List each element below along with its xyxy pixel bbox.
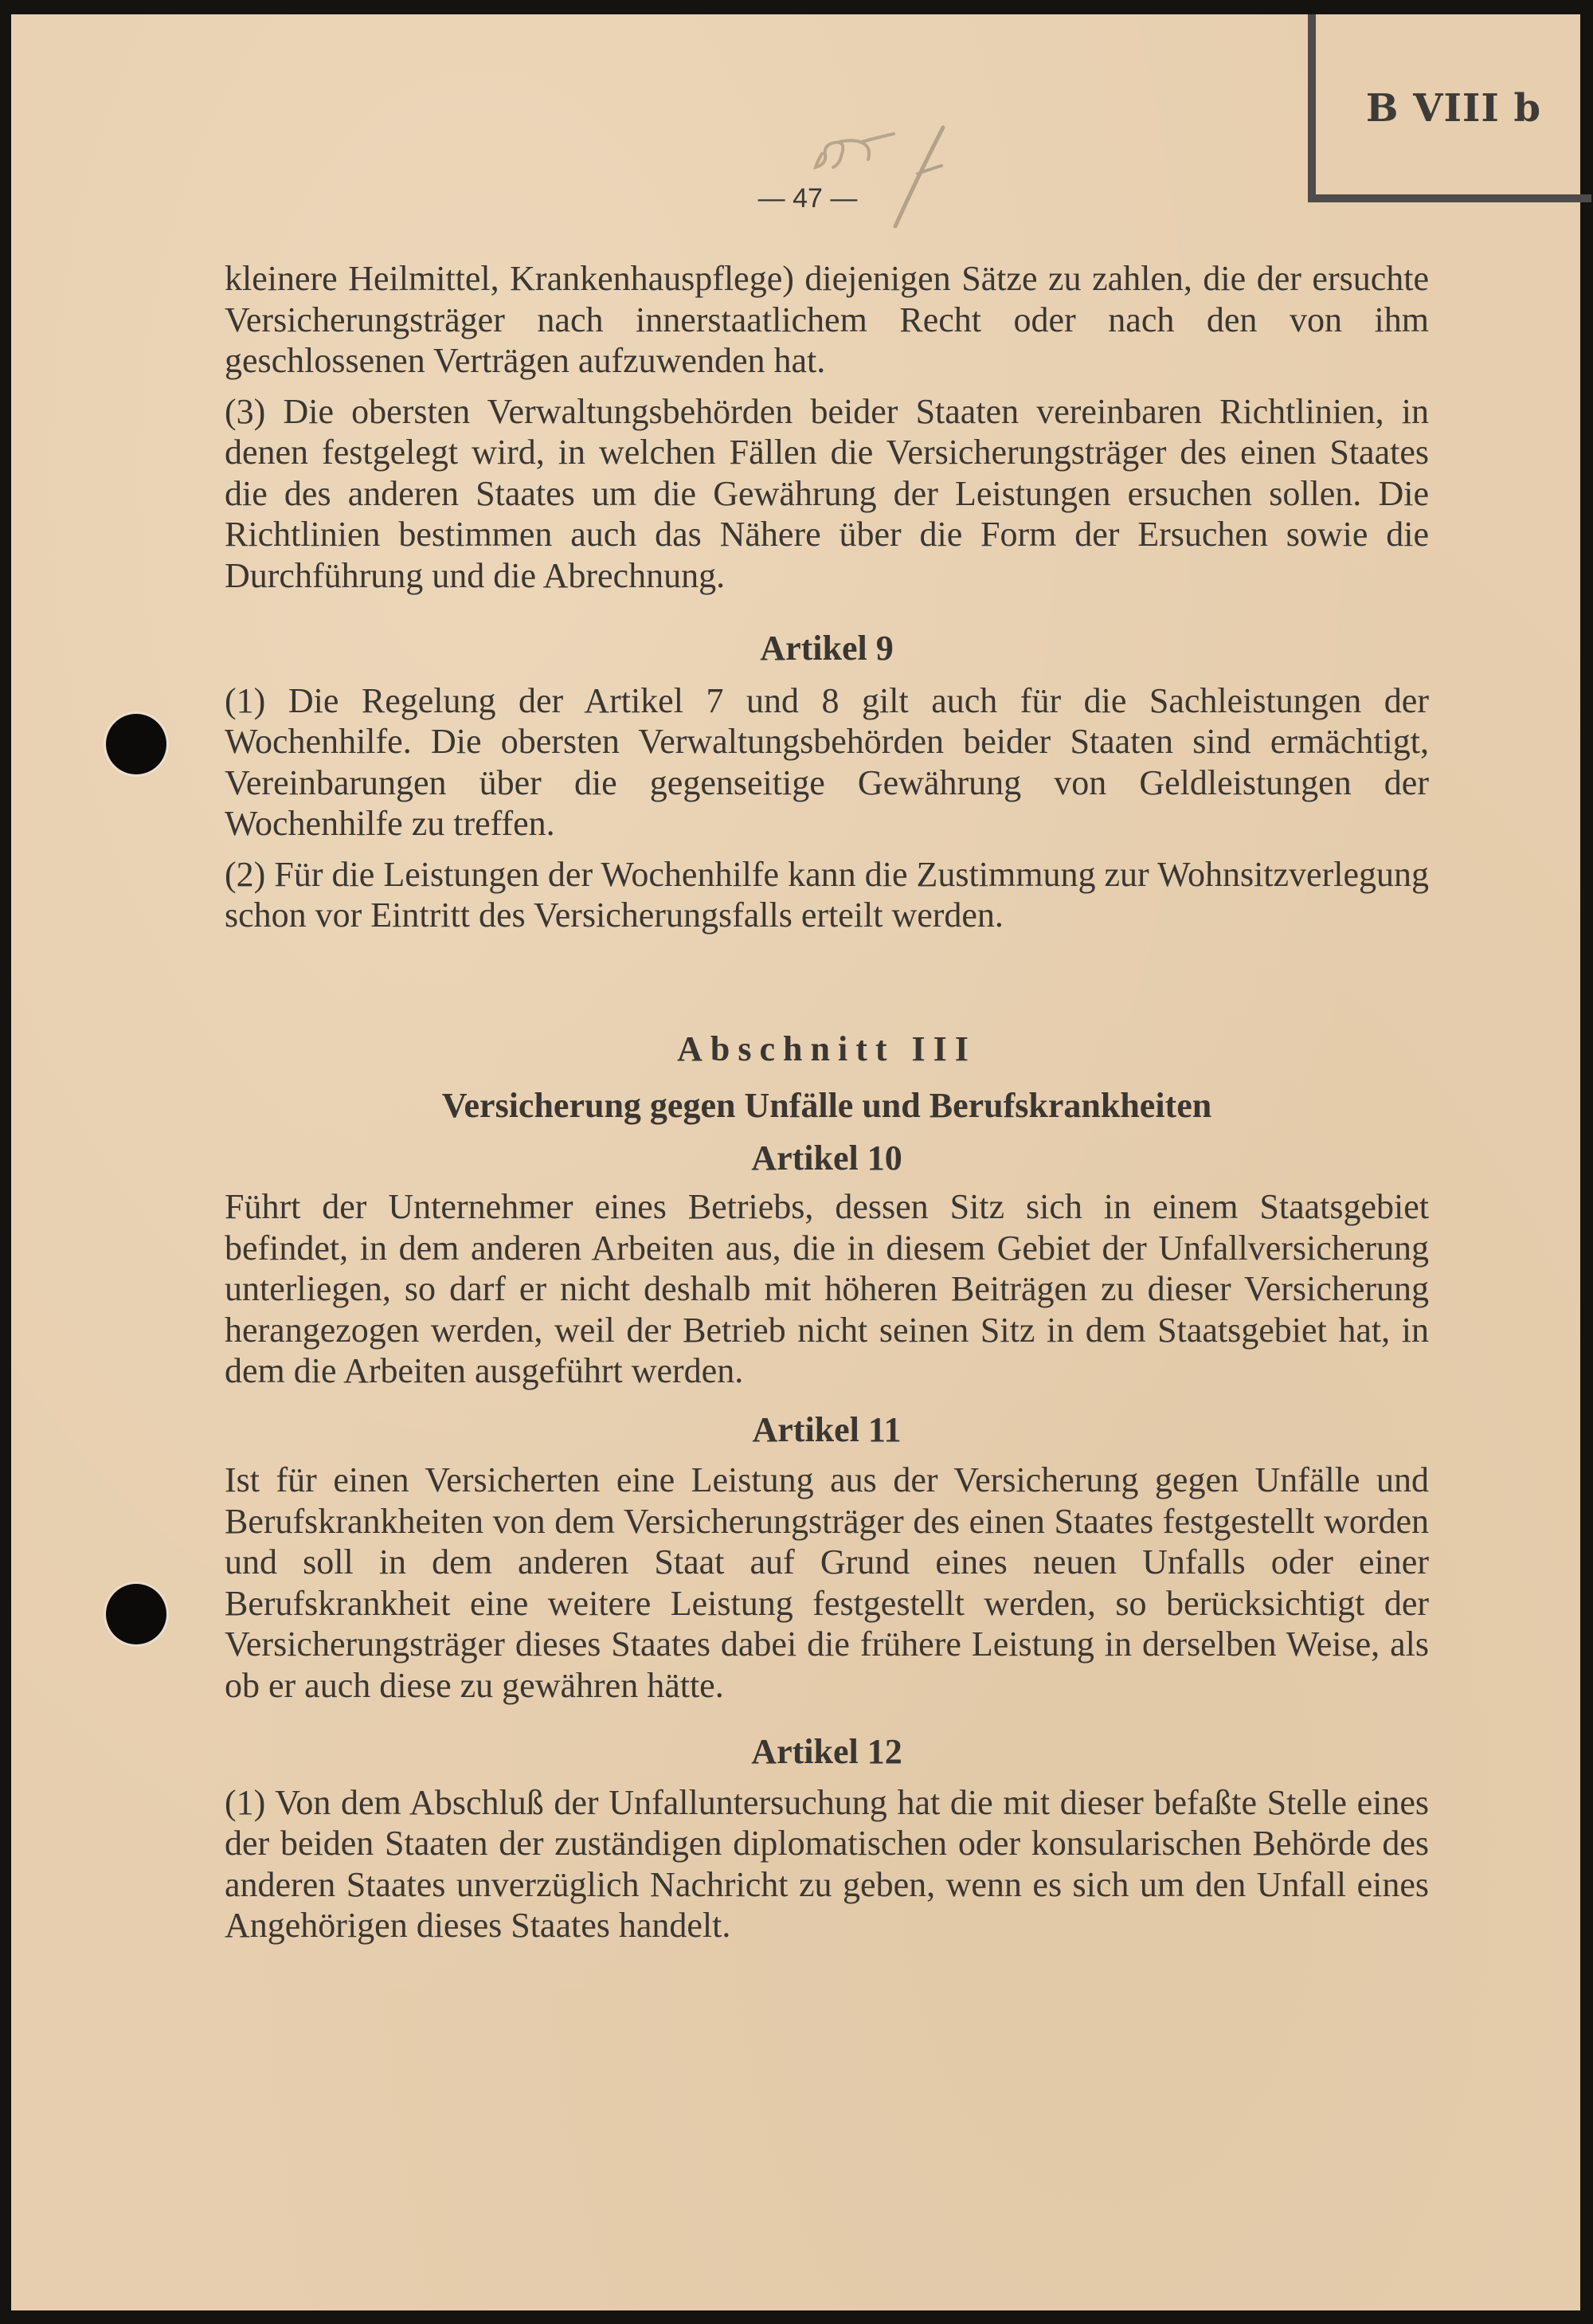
classification-tab-label: B VIII b [1365, 86, 1542, 131]
article-9-paragraph-1: (1) Die Regelung der Artikel 7 und 8 gilt auch für die Sachleistungen der Wochenhilfe. Die obersten Verwaltungsbehörden beider Staaten sind ermächtigt, Vereinbarungen über die gegenseitige Gewährung von Geldleistungen der Wochenhilfe zu treffen. [225, 680, 1429, 843]
article-10-paragraph: Führt der Unternehmer eines Betriebs, dessen Sitz sich in einem Staatsgebiet befindet, in dem anderen Arbeiten aus, die in diesem Gebiet der Unfallversicherung unterliegen, so darf er nicht deshalb mit höheren Beiträgen zu dieser Versicherung herangezogen werden, weil der Betrieb nicht seinen Sitz in dem Staatsgebiet hat, in dem die Arbeiten ausgeführt werden. [225, 1187, 1429, 1390]
document-body [225, 258, 1429, 1956]
section-title: Versicherung gegen Unfälle und Berufskrankheiten [441, 1086, 1212, 1125]
article-12-heading: Artikel 12 [751, 1732, 902, 1771]
article-11-paragraph: Ist für einen Versicherten eine Leistung aus der Versicherung gegen Unfälle und Berufskrankheiten von dem Versicherungsträger des einen Staates festgestellt worden und soll in dem anderen Staat auf Grund eines neuen Unfalls oder einer Berufskrankheit eine weitere Leistung festgestellt werden, so berücksichtigt der Versicherungsträger dieses Staates dabei die frühere Leistung in derselben Weise, als ob er auch diese zu gewähren hätte. [225, 1460, 1429, 1705]
article-9-paragraph-2: (2) Für die Leistungen der Wochenhilfe kann die Zustimmung zur Wohnsitzverlegung schon vor Eintritt des Versicherungsfalls erteilt werden. [225, 854, 1429, 935]
classification-tab-frame [1308, 14, 1591, 202]
punch-hole [106, 1584, 166, 1644]
continuation-paragraph: kleinere Heilmittel, Krankenhauspflege) diejenigen Sätze zu zahlen, die der ersuchte Versicherungsträger nach innerstaatlichem Recht oder nach den von ihm geschlossenen Verträgen aufzuwenden hat. [225, 259, 1429, 380]
paragraph-3: (3) Die obersten Verwaltungsbehörden beider Staaten vereinbaren Richtlinien, in denen festgelegt wird, in welchen Fällen die Versicherungsträger des einen Staates die des anderen Staates um die Gewährung der Leistungen ersuchen sollen. Die Richtlinien bestimmen auch das Nähere über die Form der Ersuchen sowie die Durchführung und die Abrechnung. [225, 391, 1429, 595]
document-page [11, 14, 1580, 2310]
section-label: Abschnitt III [677, 1029, 977, 1068]
article-10-heading: Artikel 10 [751, 1138, 902, 1178]
page-number: — 47 — [757, 183, 858, 214]
article-12-paragraph-1: (1) Von dem Abschluß der Unfalluntersuchung hat die mit dieser befaßte Stelle eines der beiden Staaten der zuständigen diplomatischen oder konsularischen Behörde des anderen Staates unverzüglich Nachricht zu geben, wenn es sich um den Unfall eines Angehörigen dieses Staates handelt. [225, 1782, 1429, 1945]
article-11-heading: Artikel 11 [752, 1409, 902, 1449]
punch-hole [106, 714, 166, 774]
article-9-heading: Artikel 9 [760, 629, 894, 668]
